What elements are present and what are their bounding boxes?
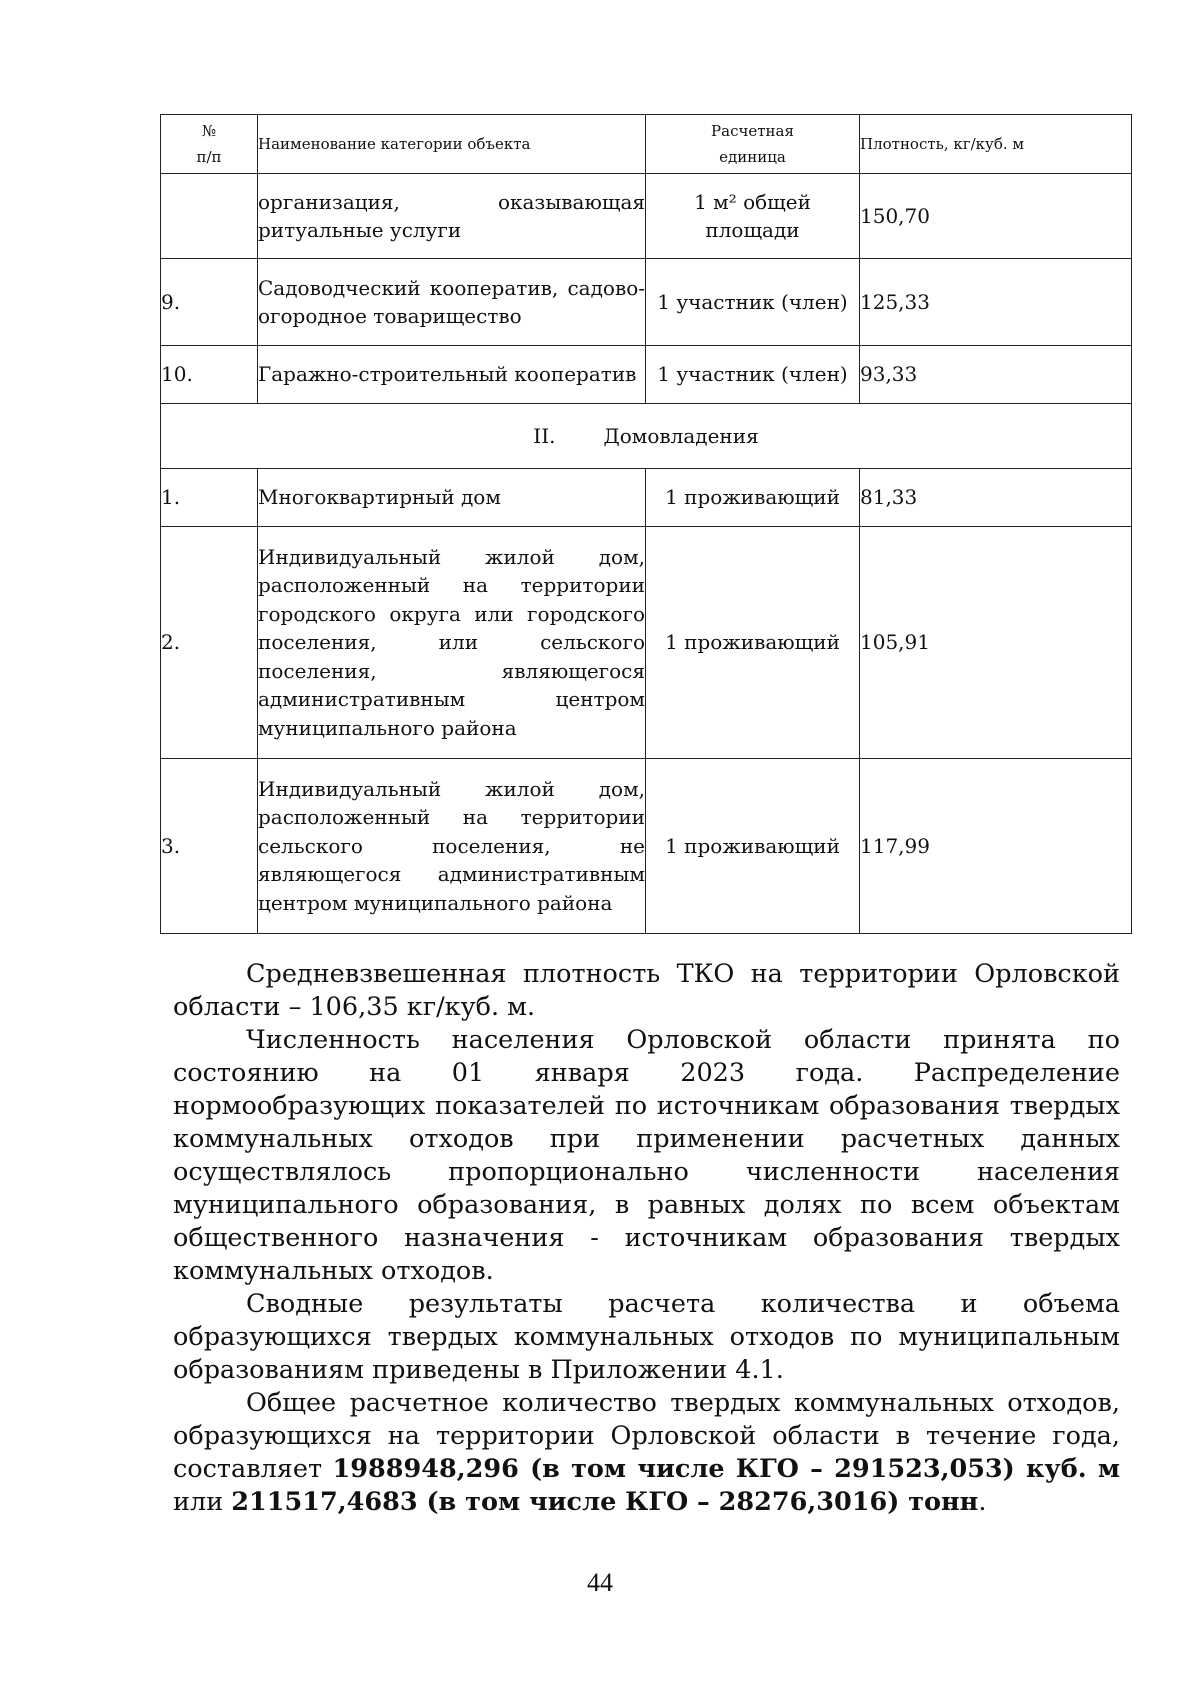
header-unit: Расчетная единица <box>646 115 860 174</box>
row-density: 125,33 <box>860 259 1132 346</box>
row-category: Гаражно-строительный кооператив <box>258 346 646 404</box>
row-number: 2. <box>161 527 258 759</box>
paragraph-average-density: Средневзвешенная плотность ТКО на территории Орловской области – 106,35 кг/куб. м. <box>173 959 1120 1022</box>
row-number <box>161 174 258 259</box>
row-density: 105,91 <box>860 527 1132 759</box>
row-category: Многоквартирный дом <box>258 469 646 527</box>
table-row <box>161 469 1132 527</box>
row-density: 117,99 <box>860 759 1132 934</box>
header-category-name: Наименование категории объекта <box>258 115 646 174</box>
row-density: 93,33 <box>860 346 1132 404</box>
row-unit: 1 м² общей площади <box>646 174 860 259</box>
section-title: Домовладения <box>603 423 759 448</box>
table-row <box>161 346 1132 404</box>
paragraph-total-volume: Общее расчетное количество твердых коммунальных отходов, образующихся на территории Орловской области в течение года, составляет 1988948,296 (в том числе КГО – 291523,053) куб. м или 211517,4683 (в том числе КГО – 28276,3016) тонн. <box>173 1388 1120 1517</box>
row-unit: 1 участник (член) <box>646 346 860 404</box>
row-unit: 1 проживающий <box>646 759 860 934</box>
section-heading <box>161 404 1132 469</box>
row-category: Индивидуальный жилой дом, расположенный на территории сельского поселения, не являющегося административным центром муниципального района <box>258 759 646 934</box>
paragraph-population-basis: Численность населения Орловской области принята по состоянию на 01 января 2023 года. Распределение нормообразующих показателей по источникам образования твердых коммунальных отходов при применении расчетных данных осуществлялось пропорционально численности населения муниципального образования, в равных долях по всем объектам общественного назначения - источникам образования твердых коммунальных отходов. <box>173 1025 1120 1286</box>
total-volume-value: 1988948,296 (в том числе КГО – 291523,053) куб. м <box>332 1454 1120 1484</box>
header-number: № п/п <box>161 115 258 174</box>
page-number: 44 <box>587 1568 613 1597</box>
section-row <box>161 404 1132 469</box>
section-roman-numeral: II. <box>533 423 556 448</box>
row-density: 150,70 <box>860 174 1132 259</box>
row-unit: 1 проживающий <box>646 469 860 527</box>
table-row <box>161 759 1132 934</box>
table-row <box>161 527 1132 759</box>
density-table <box>160 114 1132 934</box>
row-number: 9. <box>161 259 258 346</box>
table-row <box>161 259 1132 346</box>
row-number: 3. <box>161 759 258 934</box>
table-header-row <box>161 115 1132 174</box>
row-density: 81,33 <box>860 469 1132 527</box>
row-unit: 1 участник (член) <box>646 259 860 346</box>
table-row <box>161 174 1132 259</box>
row-number: 10. <box>161 346 258 404</box>
paragraph-summary-results: Сводные результаты расчета количества и объема образующихся твердых коммунальных отходов по муниципальным образованиям приведены в Приложении 4.1. <box>173 1289 1120 1385</box>
row-number: 1. <box>161 469 258 527</box>
row-category: Индивидуальный жилой дом, расположенный на территории городского округа или городского поселения, или сельского поселения, являющегося административным центром муниципального района <box>258 527 646 759</box>
header-density: Плотность, кг/куб. м <box>860 115 1132 174</box>
row-unit: 1 проживающий <box>646 527 860 759</box>
total-mass-value: 211517,4683 (в том числе КГО – 28276,3016) тонн <box>231 1487 979 1517</box>
row-category: организация, оказывающая ритуальные услуги <box>258 174 646 259</box>
row-category: Садоводческий кооператив, садово-огородное товарищество <box>258 259 646 346</box>
body-text <box>173 958 1120 1519</box>
